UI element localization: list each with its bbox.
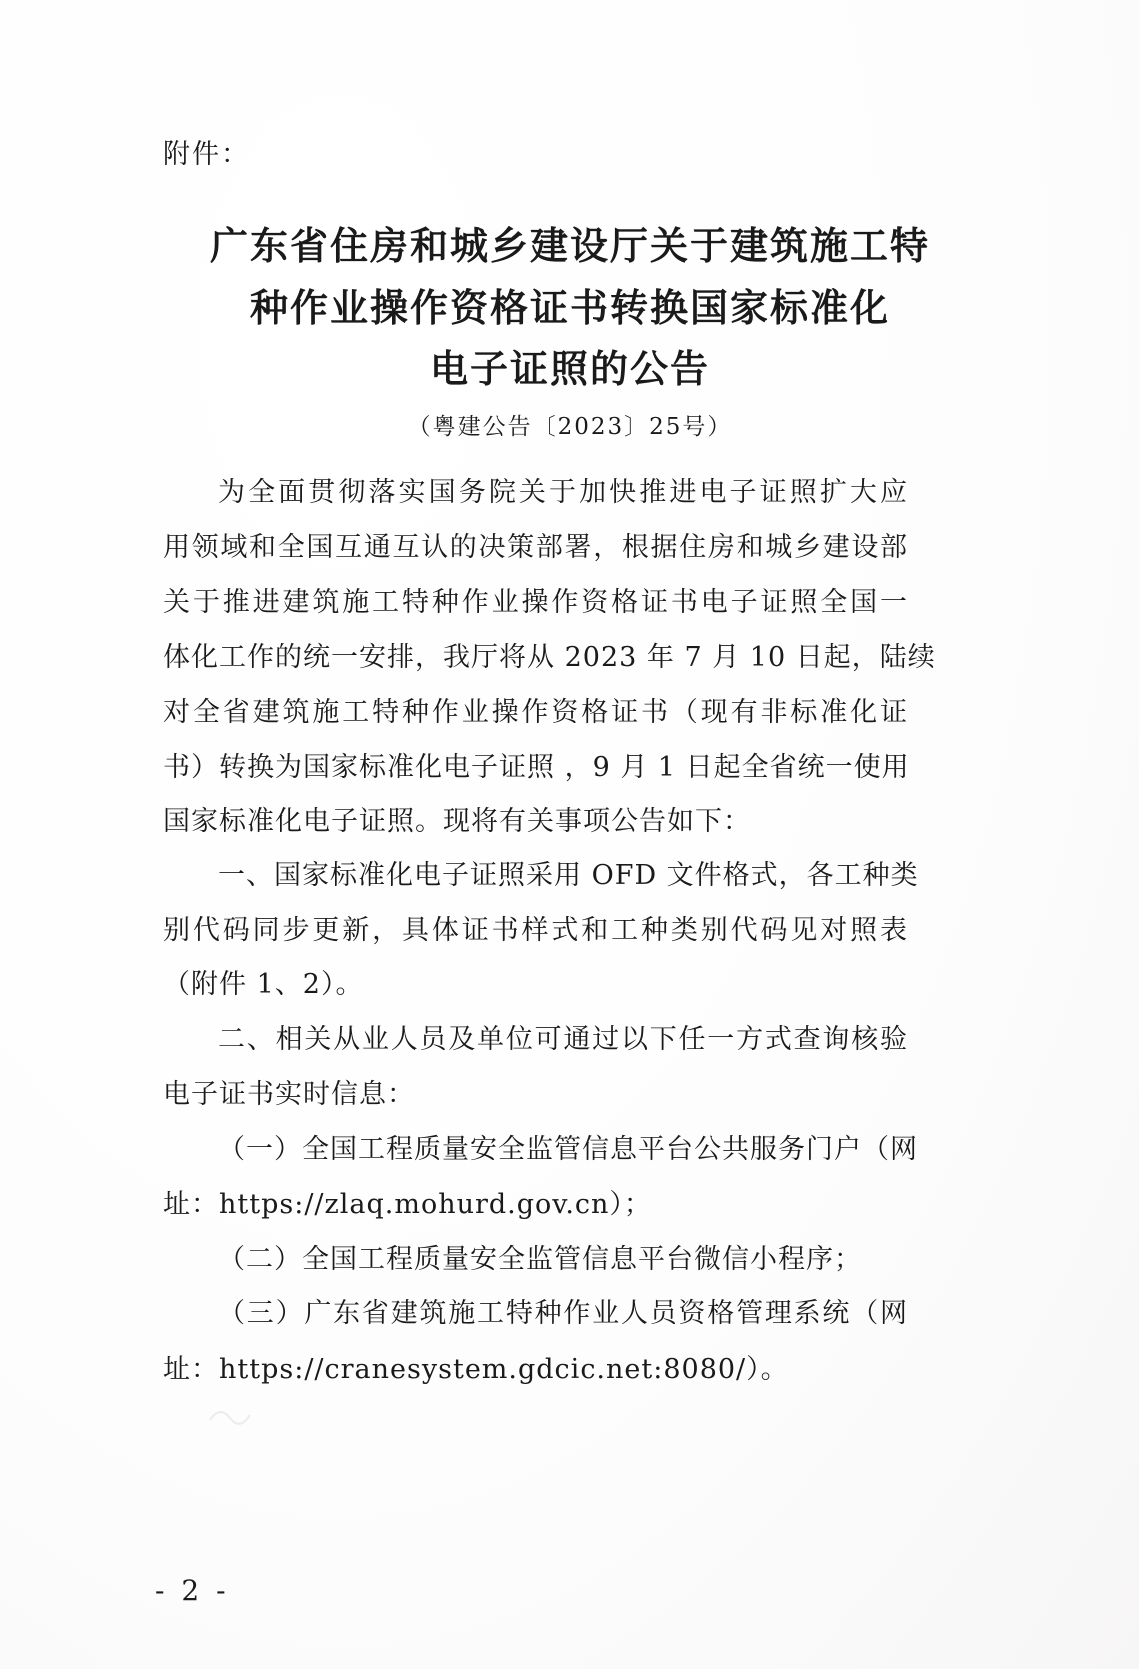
- paragraph-2-line-2: 别代码同步更新，具体证书样式和工种类别代码见对照表: [163, 915, 908, 946]
- paragraph-1-line-3: 关于推进建筑施工特种作业操作资格证书电子证照全国一: [163, 587, 908, 618]
- item-1-line-2: 址：https://zlaq.mohurd.gov.cn）；: [163, 1189, 652, 1220]
- title-line-3: 电子证照的公告: [429, 347, 710, 391]
- page-number: - 2 -: [155, 1574, 230, 1607]
- item-3-line-2: 址：https://cranesystem.gdcic.net:8080/）。: [163, 1354, 789, 1385]
- paragraph-1-line-4: 体化工作的统一安排，我厅将从 2023 年 7 月 10 日起，陆续: [163, 642, 936, 673]
- title-line-1: 广东省住房和城乡建设厅关于建筑施工特: [209, 224, 930, 268]
- item-3-line-1: （三）广东省建筑施工特种作业人员资格管理系统（网: [218, 1298, 908, 1329]
- smudge-icon: [205, 1400, 265, 1430]
- paragraph-1-line-6: 书）转换为国家标准化电子证照 ，9 月 1 日起全省统一使用: [163, 752, 910, 783]
- paragraph-1-line-2: 用领域和全国互通互认的决策部署，根据住房和城乡建设部: [163, 532, 908, 563]
- item-1-line-1: （一）全国工程质量安全监管信息平台公共服务门户（网: [218, 1134, 918, 1165]
- title-line-2: 种作业操作资格证书转换国家标准化: [249, 286, 890, 330]
- paragraph-1-line-7: 国家标准化电子证照。现将有关事项公告如下：: [163, 806, 751, 837]
- paragraph-3-line-1: 二、相关从业人员及单位可通过以下任一方式查询核验: [218, 1024, 908, 1055]
- item-2-line-1: （二）全国工程质量安全监管信息平台微信小程序；: [218, 1244, 862, 1275]
- paragraph-3-line-2: 电子证书实时信息：: [163, 1079, 415, 1110]
- attachment-label: 附件：: [163, 139, 250, 170]
- paragraph-2-line-3: （附件 1、2）。: [163, 969, 364, 1000]
- paragraph-1-line-1: 为全面贯彻落实国务院关于加快推进电子证照扩大应: [218, 477, 908, 508]
- paragraph-1-line-5: 对全省建筑施工特种作业操作资格证书（现有非标准化证: [163, 697, 908, 728]
- document-number: （粤建公告〔2023〕25号）: [407, 414, 733, 440]
- paragraph-2-line-1: 一、国家标准化电子证照采用 OFD 文件格式，各工种类: [218, 860, 919, 891]
- faint-smudge: [205, 1400, 265, 1430]
